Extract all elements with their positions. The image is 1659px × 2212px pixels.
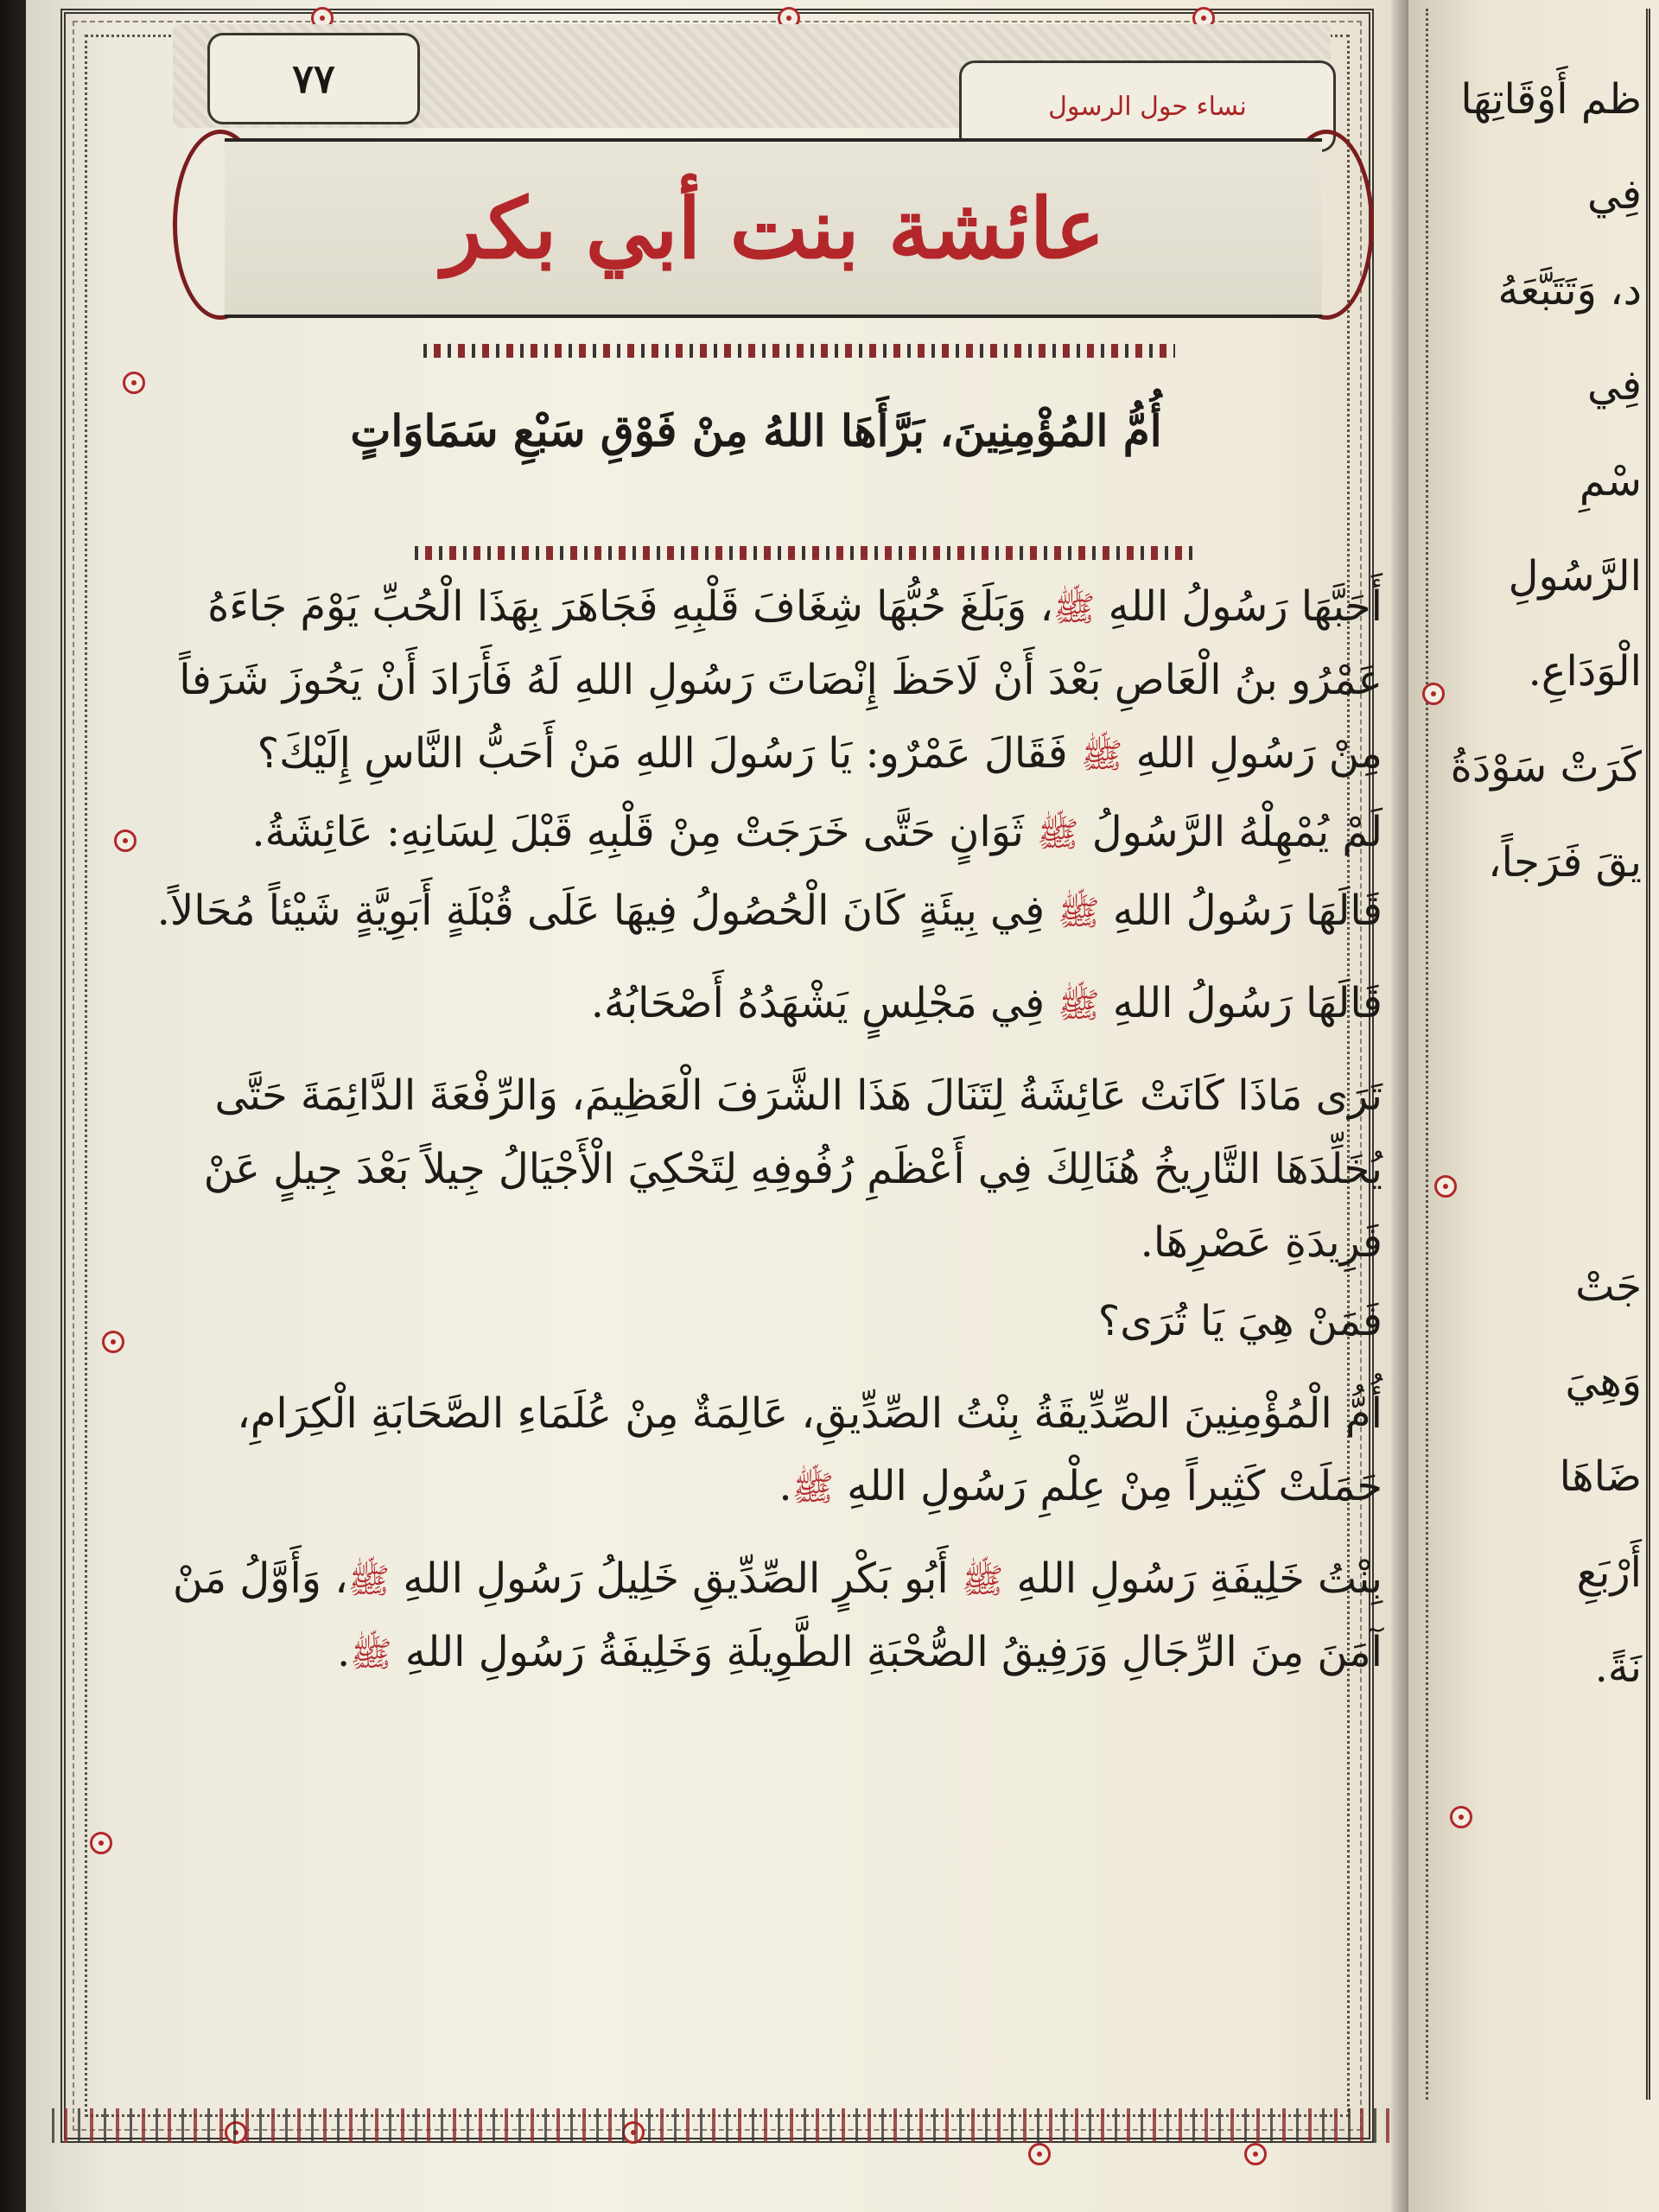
paragraph: لَمْ يُمْهِلْهُ الرَّسُولُ ﷺ ثَوَانٍ حَتَّى خَرَجَتْ مِنْ قَلْبِهِ قَبْلَ لِسَانِهِ: عَائِشَةُ.	[251, 807, 1382, 856]
facing-line: جَتْ	[1575, 1262, 1642, 1311]
facing-line: كَرَتْ سَوْدَةُ	[1450, 742, 1642, 791]
facing-line: د، وَتَتَبَّعَهُ فِي	[1497, 265, 1642, 410]
salawat-mark: ﷺ	[1058, 985, 1100, 1026]
border-rosette-icon	[1422, 683, 1445, 705]
body-text	[130, 570, 1382, 1694]
ornamental-divider	[423, 344, 1175, 358]
border-rosette-icon	[1028, 2143, 1051, 2165]
salawat-mark: ﷺ	[1058, 893, 1100, 933]
border-rosette-icon	[1244, 2143, 1267, 2165]
facing-line: الْوَدَاعِ.	[1528, 647, 1642, 696]
salawat-mark: ﷺ	[1037, 814, 1079, 855]
chapter-title: عائشة بنت أبي بكر	[442, 179, 1105, 277]
salawat-mark: ﷺ	[350, 1635, 392, 1675]
paragraph: قَالَهَا رَسُولُ اللهِ ﷺ فِي بِيئَةٍ كَانَ الْحُصُولُ فِيهَا عَلَى قُبْلَةٍ أَبَوِيَّةٍ شَيْئاً مُحَالاً.	[156, 886, 1382, 935]
border-rosette-icon	[1450, 1806, 1472, 1828]
paragraph: فَمَنْ هِيَ يَا تُرَى؟	[1097, 1296, 1382, 1345]
chapter-title-banner	[225, 138, 1322, 318]
salawat-mark: ﷺ	[347, 1561, 391, 1602]
facing-line: ظم أَوْقَاتِهَا فِي	[1460, 75, 1642, 219]
paragraph: بِنْتُ خَلِيفَةِ رَسُولِ اللهِ ﷺ أَبُو بَكْرٍ الصِّدِّيقِ خَلِيلُ رَسُولِ اللهِ ﷺ، وَأَوَّلُ مَنْ آمَنَ مِنَ الرِّجَالِ وَرَفِيقُ الصُّحْبَةِ الطَّوِيلَةِ وَخَلِيفَةُ رَسُولِ اللهِ ﷺ.	[172, 1554, 1382, 1677]
book-title: نساء حول الرسول	[959, 60, 1336, 152]
salawat-mark: ﷺ	[961, 1561, 1004, 1602]
salawat-mark: ﷺ	[791, 1469, 834, 1510]
salawat-mark: ﷺ	[1080, 735, 1123, 776]
facing-line: يقَ فَرَجاً،	[1488, 838, 1642, 887]
salawat-mark: ﷺ	[1052, 589, 1096, 629]
page-number: ٧٧	[207, 33, 420, 124]
border-rosette-icon	[102, 1331, 124, 1353]
chapter-subtitle: أُمُّ المُؤْمِنِينَ، بَرَّأَهَا اللهُ مِنْ فَوْقِ سَبْعِ سَمَاوَاتٍ	[350, 405, 1162, 456]
paragraph: تَرَى مَاذَا كَانَتْ عَائِشَةُ لِتَنَالَ هَذَا الشَّرَفَ الْعَظِيمَ، وَالرِّفْعَةَ الدَّائِمَةَ حَتَّى يُخَلِّدَهَا التَّارِيخُ هُنَالِكَ فِي أَعْظَمِ رُفُوفِهِ لِتَحْكِيَ الْأَجْيَالُ جِيلاً بَعْدَ جِيلٍ عَنْ فَرِيدَةِ عَصْرِهَا.	[203, 1071, 1382, 1267]
facing-line: أَرْبَعِ	[1576, 1548, 1642, 1597]
border-rosette-icon	[123, 372, 145, 394]
facing-page	[1408, 0, 1659, 2212]
border-rosette-icon	[90, 1832, 112, 1854]
facing-line: سْمِ الرَّسُولِ	[1508, 456, 1642, 601]
facing-page-text	[1443, 52, 1642, 1715]
facing-line: نَةً.	[1594, 1643, 1642, 1693]
ornamental-divider	[415, 546, 1192, 560]
border-rosette-icon	[1434, 1175, 1457, 1198]
facing-line: ضَاهَا	[1559, 1452, 1642, 1502]
paragraph: قَالَهَا رَسُولُ اللهِ ﷺ فِي مَجْلِسٍ يَشْهَدُهُ أَصْحَابُهُ.	[590, 978, 1382, 1027]
bottom-border-ornament	[52, 2108, 1400, 2143]
facing-line: وَهِيَ	[1565, 1357, 1642, 1406]
paragraph: أُمُّ الْمُؤْمِنِينَ الصِّدِّيقَةُ بِنْتُ الصِّدِّيقِ، عَالِمَةٌ مِنْ عُلَمَاءِ الصَّحَابَةِ الْكِرَامِ، حَمَلَتْ كَثِيراً مِنْ عِلْمِ رَسُولِ اللهِ ﷺ.	[237, 1389, 1382, 1511]
paragraph: أَحَبَّهَا رَسُولُ اللهِ ﷺ، وَبَلَغَ حُبُّهَا شِغَافَ قَلْبِهِ فَجَاهَرَ بِهَذَا الْحُبِّ يَوْمَ جَاءَهُ عَمْرُو بنُ الْعَاصِ بَعْدَ أَنْ لَاحَظَ إِنْصَاتَ رَسُولِ اللهِ لَهُ فَأَرَادَ أَنْ يَحُوزَ شَرَفاً مِنْ رَسُولِ اللهِ ﷺ فَقَالَ عَمْرٌو: يَا رَسُولَ اللهِ مَنْ أَحَبُّ النَّاسِ إِلَيْكَ؟	[179, 582, 1382, 778]
